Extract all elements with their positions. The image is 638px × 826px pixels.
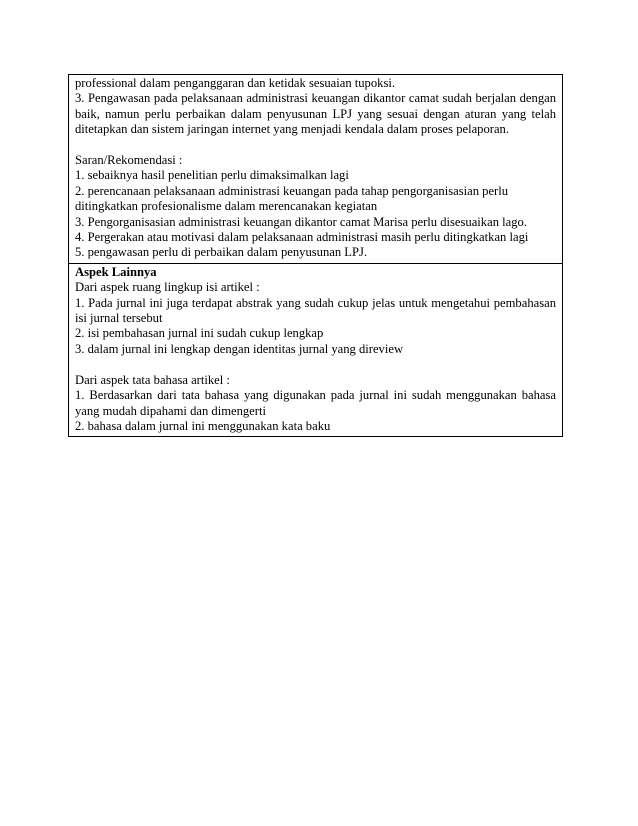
paragraph-line: professional dalam penganggaran dan ketidak sesuaian tupoksi.	[75, 76, 395, 90]
saran-item: 4. Pergerakan atau motivasi dalam pelaksanaan administrasi masih perlu ditingkatkan lagi	[75, 230, 529, 245]
blank-line	[75, 357, 556, 372]
language-intro: Dari aspek tata bahasa artikel :	[75, 372, 230, 387]
paragraph-line: baik, namun perlu perbaikan dalam penyusunan LPJ yang sesuai dengan aturan yang telah	[75, 106, 556, 121]
language-item-continuation: yang mudah dipahami dan dimengerti	[75, 403, 266, 418]
other-aspects-cell	[69, 263, 562, 436]
scope-item: 2. isi pembahasan jurnal ini sudah cukup lengkap	[75, 326, 324, 341]
paragraph-line: ditetapkan dan sistem jaringan internet yang menjadi kendala dalam proses pelaporan.	[75, 122, 509, 137]
saran-item: 2. perencanaan pelaksanaan administrasi keuangan pada tahap pengorganisasian perlu	[75, 183, 509, 198]
section-heading: Aspek Lainnya	[75, 264, 157, 279]
paragraph-line: 3. Pengawasan pada pelaksanaan administrasi keuangan dikantor camat sudah berjalan dengan	[75, 91, 556, 106]
scope-item-continuation: isi jurnal tersebut	[75, 311, 163, 326]
scope-item: 1. Pada jurnal ini juga terdapat abstrak yang sudah cukup jelas untuk mengetahui pembahasan	[75, 295, 556, 310]
scope-intro: Dari aspek ruang lingkup isi artikel :	[75, 280, 260, 295]
conclusion-cell	[69, 75, 562, 263]
language-item: 2. bahasa dalam jurnal ini menggunakan kata baku	[75, 418, 331, 433]
saran-item-continuation: ditingkatkan profesionalisme dalam merencanakan kegiatan	[75, 199, 378, 214]
review-table	[68, 74, 563, 437]
saran-item: 5. pengawasan perlu di perbaikan dalam penyusunan LPJ.	[75, 245, 368, 260]
scope-item: 3. dalam jurnal ini lengkap dengan identitas jurnal yang direview	[75, 341, 404, 356]
blank-line	[75, 138, 556, 153]
saran-heading: Saran/Rekomendasi :	[75, 153, 183, 168]
saran-item: 3. Pengorganisasian administrasi keuangan dikantor camat Marisa perlu disesuaikan lago.	[75, 214, 527, 229]
saran-item: 1. sebaiknya hasil penelitian perlu dimaksimalkan lagi	[75, 168, 349, 183]
language-item: 1. Berdasarkan dari tata bahasa yang digunakan pada jurnal ini sudah menggunakan bahasa	[75, 388, 556, 403]
